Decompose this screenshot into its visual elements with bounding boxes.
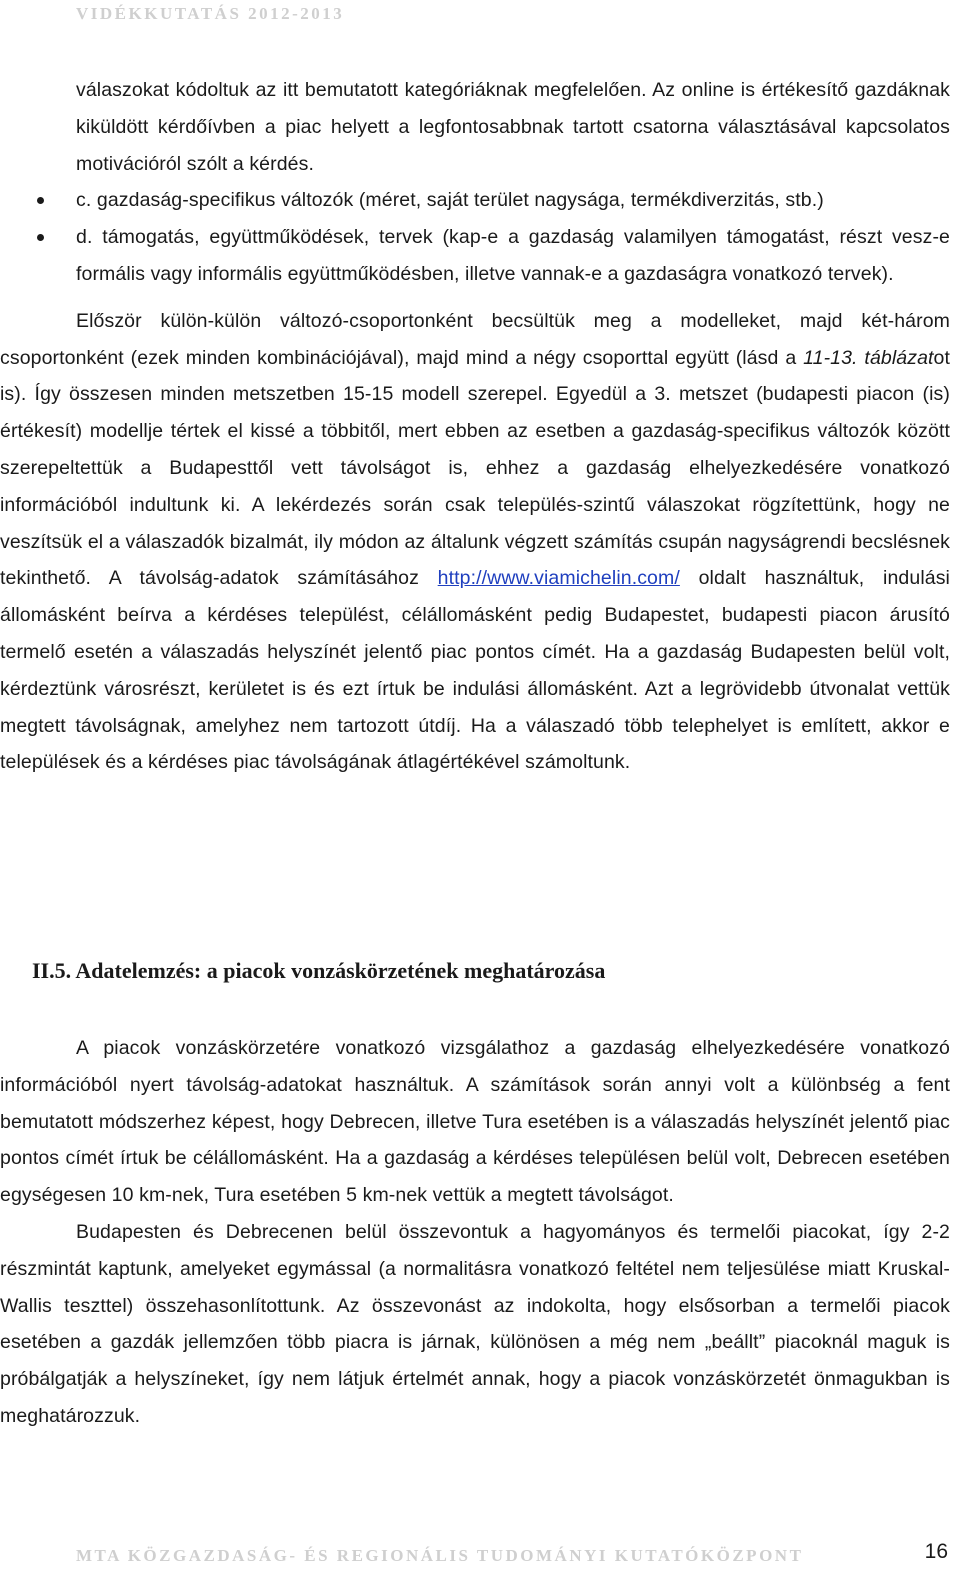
bullet-text: d. támogatás, együttműködések, tervek (kap-e a gazdaság valamilyen támogatást, részt vesz-e formális vagy informális együttműködésben, illetve vannak-e a gazdaságra vonatkozó tervek). bbox=[76, 226, 950, 285]
bullet-item-c bbox=[0, 182, 950, 219]
section-heading: II.5. Adatelemzés: a piacok vonzáskörzetének meghatározása bbox=[32, 958, 606, 983]
page-number: 16 bbox=[924, 1540, 948, 1563]
section-paragraph: Budapesten és Debrecenen belül összevontuk a hagyományos és termelői piacokat, így 2-2 részmintát kaptunk, amelyeket egymással (a normalitásra vonatkozó feltétel nem teljesülése miatt Kruskal-Wallis teszttel) összehasonlítottunk. Az összevonást az indokolta, hogy elsősorban a termelői piacok esetében a gazdák jellemzően több piacra is járnak, különösen a még nem „beállt” piacoknál maguk is próbálgatják a helyszíneket, így nem látjuk értelmét annak, hogy a piacok vonzáskörzetét önmagukban is meghatározzuk. bbox=[0, 1220, 950, 1427]
method-paragraph bbox=[0, 303, 950, 781]
main-content bbox=[0, 72, 950, 781]
section-body bbox=[0, 1030, 950, 1435]
bullet-text: c. gazdaság-specifikus változók (méret, saját terület nagysága, termékdiverzitás, stb.) bbox=[76, 189, 824, 212]
method-text-2: ot is). Így összesen minden metszetben 15-15 modell szerepel. Egyedül a 3. metszet (budapesti piacon (is) értékesít) modellje tértek el kissé a többitől, mert ebben az esetben a gazdaság-specifikus változók között szerepeltettük a Budapesttől vett távolságot is, ehhez a gazdaság elhelyezkedésére vonatkozó információból indultunk ki. A lekérdezés során csak település-szintű válaszokat rögzítettünk, hogy ne veszítsük el a válaszadók bizalmát, ily módon az általunk végzett számítás csupán nagyságrendi becslésnek tekinthető. A távolság-adatok számításához bbox=[0, 346, 950, 590]
intro-paragraph: válaszokat kódoltuk az itt bemutatott kategóriáknak megfelelően. Az online is értékesítő gazdáknak kiküldött kérdőívben a piac helyett a legfontosabbnak tartott csatorna választásával kapcsolatos motivációról szólt a kérdés. bbox=[76, 79, 950, 175]
footer-institute: MTA KÖZGAZDASÁG- ÉS REGIONÁLIS TUDOMÁNYI KUTATÓKÖZPONT bbox=[76, 1546, 804, 1565]
viamichelin-link[interactable]: http://www.viamichelin.com/ bbox=[437, 567, 680, 590]
method-text-1: Először külön-külön változó-csoportonként becsültük meg a modelleket, majd két-három csoportonként (ezek minden kombinációjával), majd mind a négy csoporttal együtt (lásd a bbox=[0, 309, 950, 369]
bullet-dot-icon bbox=[37, 197, 44, 204]
table-reference: 11-13. táblázat bbox=[803, 346, 934, 369]
bullet-item-d bbox=[0, 219, 950, 293]
section-paragraph: A piacok vonzáskörzetére vonatkozó vizsgálathoz a gazdaság elhelyezkedésére vonatkozó információból nyert távolság-adatokat használtuk. A számítások során annyi volt a különbség a fent bemutatott módszerhez képest, hogy Debrecen, illetve Tura esetében is a válaszadás helyszínét jelentő piac pontos címét írtuk be célállomásként. Ha a gazdaság a kérdéses településen belül volt, Debrecen esetében egységesen 10 km-nek, Tura esetében 5 km-nek vettük a megtett távolságot. bbox=[0, 1037, 950, 1207]
bullet-dot-icon bbox=[37, 234, 44, 241]
running-header: VIDÉKKUTATÁS 2012-2013 bbox=[76, 4, 345, 23]
method-text-3: oldalt használtuk, indulási állomásként beírva a kérdéses települést, célállomásként pedig Budapestet, budapesti piacon árusító termelő esetén a válaszadás helyszínét jelentő piac pontos címét. Ha a gazdaság Budapesten belül volt, kérdeztünk városrészt, kerületet is és ezt írtuk be indulási állomásként. Azt a legrövidebb útvonalat vettük megtett távolságnak, amelyhez nem tartozott útdíj. Ha a válaszadó több telephelyet is említett, akkor e települések és a kérdéses piac távolságának átlagértékével számoltunk. bbox=[0, 567, 950, 774]
